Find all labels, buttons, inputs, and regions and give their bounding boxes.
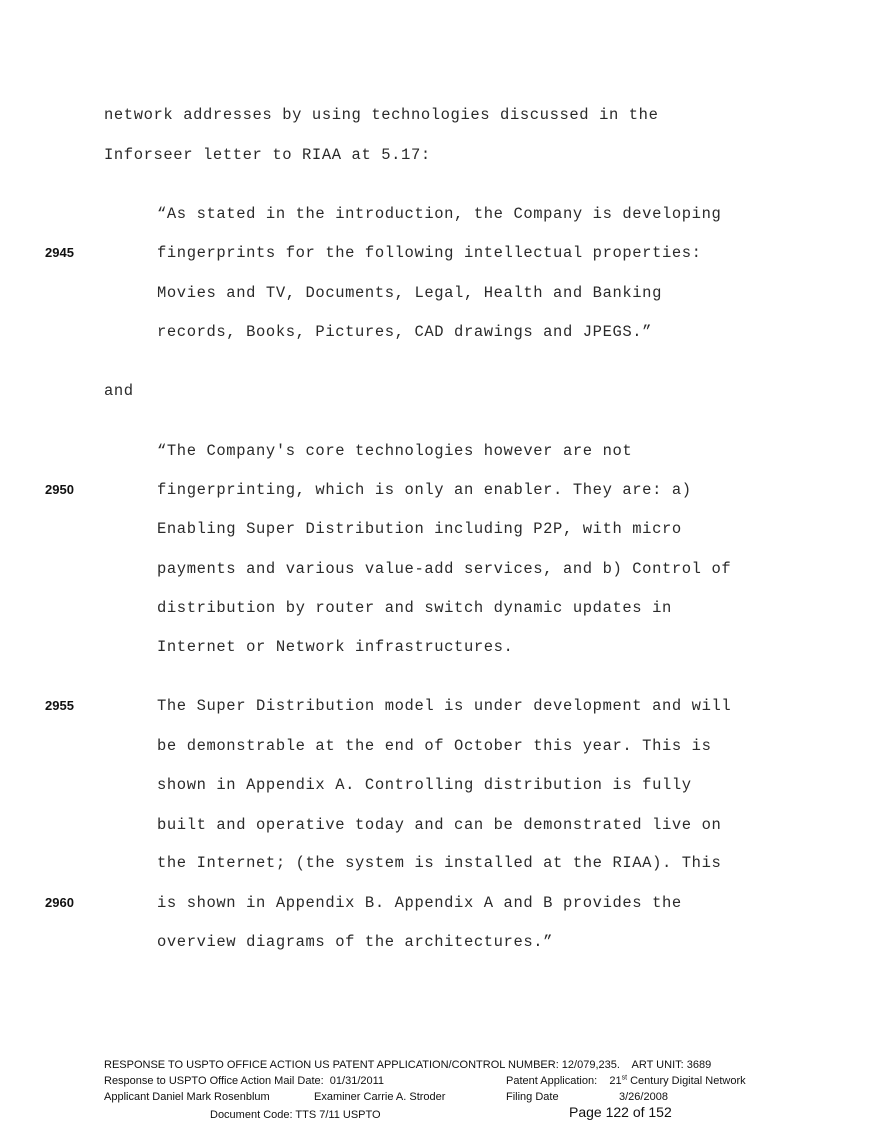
body-line: Enabling Super Distribution including P2P, with micro <box>157 520 682 538</box>
line-number: 2955 <box>45 698 74 713</box>
body-line: records, Books, Pictures, CAD drawings and JPEGS.” <box>157 323 653 341</box>
body-line: distribution by router and switch dynamic updates in <box>157 599 672 617</box>
body-line: fingerprints for the following intellectual properties: <box>157 244 702 262</box>
body-line: payments and various value-add services, and b) Control of <box>157 560 732 578</box>
line-number: 2950 <box>45 482 74 497</box>
footer-document-code: Document Code: TTS 7/11 USPTO <box>210 1109 381 1121</box>
footer-examiner: Examiner Carrie A. Stroder <box>314 1091 446 1103</box>
body-line: be demonstrable at the end of October this year. This is <box>157 737 712 755</box>
body-line: shown in Appendix A. Controlling distribution is fully <box>157 776 692 794</box>
body-line: the Internet; (the system is installed at the RIAA). This <box>157 854 722 872</box>
body-line: and <box>104 382 134 400</box>
footer-mail-date: Response to USPTO Office Action Mail Date: 01/31/2011 <box>104 1075 385 1087</box>
footer-patent-application-label: Patent Application: 21 <box>506 1075 622 1087</box>
body-line: built and operative today and can be demonstrated live on <box>157 816 722 834</box>
line-number: 2945 <box>45 245 74 260</box>
footer-applicant: Applicant Daniel Mark Rosenblum <box>104 1091 270 1103</box>
body-line: fingerprinting, which is only an enabler. They are: a) <box>157 481 692 499</box>
line-number: 2960 <box>45 895 74 910</box>
body-line: “As stated in the introduction, the Company is developing <box>157 205 722 223</box>
body-line: Internet or Network infrastructures. <box>157 638 514 656</box>
body-line: overview diagrams of the architectures.” <box>157 933 554 951</box>
body-line: is shown in Appendix B. Appendix A and B provides the <box>157 894 682 912</box>
footer-control-number: RESPONSE TO USPTO OFFICE ACTION US PATENT APPLICATION/CONTROL NUMBER: 12/079,235. ART UNIT: 3689 <box>104 1059 712 1071</box>
footer-page-number: Page 122 of 152 <box>569 1104 672 1120</box>
body-line: network addresses by using technologies discussed in the <box>104 106 659 124</box>
footer-filing-label: Filing Date <box>506 1091 559 1103</box>
footer-patent-application-title: Century Digital Network <box>627 1075 746 1087</box>
footer-filing-date: 3/26/2008 <box>619 1091 668 1103</box>
body-line: Inforseer letter to RIAA at 5.17: <box>104 146 431 164</box>
body-line: Movies and TV, Documents, Legal, Health and Banking <box>157 284 662 302</box>
footer-patent-application-sup: st <box>621 1074 628 1082</box>
body-line: The Super Distribution model is under development and will <box>157 697 732 715</box>
body-line: “The Company's core technologies however are not <box>157 442 633 460</box>
footer-patent-application <box>506 1074 746 1088</box>
